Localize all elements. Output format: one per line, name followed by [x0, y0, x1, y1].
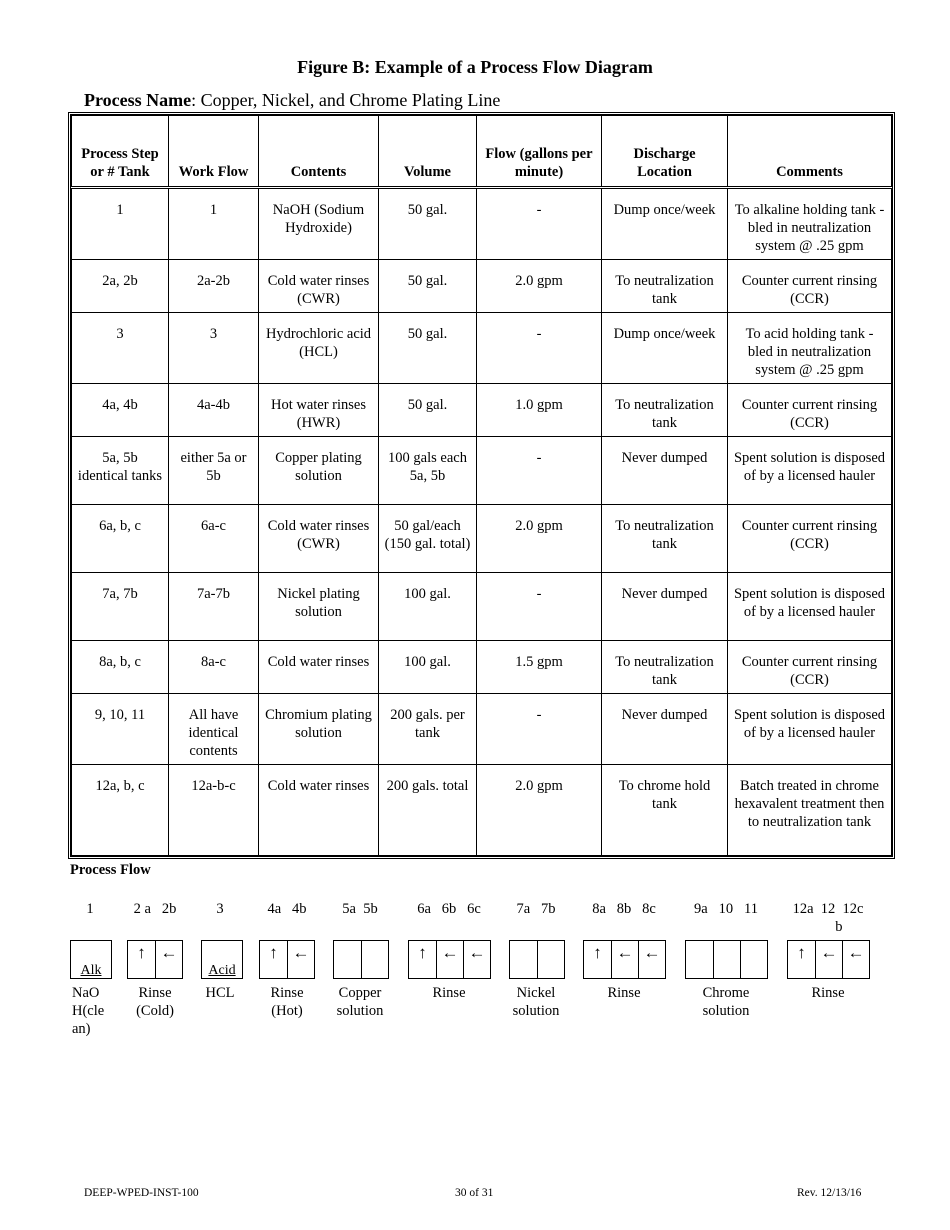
- table-cell: -: [477, 573, 602, 641]
- table-cell: All have identical contents: [169, 694, 259, 765]
- table-cell: 1: [169, 188, 259, 260]
- tank: [510, 941, 537, 978]
- process-name-label: Process Name: [84, 90, 192, 110]
- table-cell: Counter current rinsing (CCR): [728, 505, 892, 573]
- tank-numbers: 9a 10 11: [694, 901, 758, 917]
- tank: [713, 941, 740, 978]
- table-cell: -: [477, 437, 602, 505]
- table-body: [72, 188, 892, 856]
- table-cell: Counter current rinsing (CCR): [728, 384, 892, 437]
- table-cell: 200 gals. total: [379, 765, 477, 856]
- tank: [361, 941, 388, 978]
- footer-page-number: 30 of 31: [455, 1187, 494, 1199]
- tank: [202, 941, 242, 978]
- tank-numbers: 12a 12 12c b: [792, 901, 864, 935]
- table-cell: 6a-c: [169, 505, 259, 573]
- table-cell: 1: [72, 188, 169, 260]
- arrow-left-icon: ←: [842, 941, 869, 978]
- table-cell: 1.0 gpm: [477, 384, 602, 437]
- tank: [71, 941, 111, 978]
- footer-doc-id: DEEP-WPED-INST-100: [84, 1187, 199, 1199]
- table-cell: -: [477, 313, 602, 384]
- table-cell: Batch treated in chrome hexavalent treatment then to neutralization tank: [728, 765, 892, 856]
- table-cell: 2.0 gpm: [477, 765, 602, 856]
- footer-revision: Rev. 12/13/16: [797, 1187, 862, 1199]
- tank: [537, 941, 564, 978]
- tank-numbers: 4a 4b: [267, 901, 307, 917]
- table-cell: 100 gal.: [379, 641, 477, 694]
- table-cell: 100 gal.: [379, 573, 477, 641]
- table-cell: either 5a or 5b: [169, 437, 259, 505]
- table-cell: 100 gals each 5a, 5b: [379, 437, 477, 505]
- tank-set: [259, 940, 315, 979]
- tank-description: Chrome solution: [702, 985, 750, 1019]
- table-row: [72, 437, 892, 505]
- table-row: [72, 573, 892, 641]
- arrow-left-icon: ←: [155, 941, 182, 978]
- table-cell: To neutralization tank: [602, 641, 728, 694]
- tank-numbers: 2 a 2b: [133, 901, 177, 917]
- process-name: [84, 90, 500, 111]
- table-cell: Cold water rinses (CWR): [259, 505, 379, 573]
- header-discharge-location: Discharge Location: [602, 116, 728, 188]
- arrow-left-icon: ←: [287, 941, 314, 978]
- process-name-value: : Copper, Nickel, and Chrome Plating Line: [191, 90, 501, 110]
- table-cell: 50 gal.: [379, 384, 477, 437]
- table-cell: 50 gal.: [379, 313, 477, 384]
- tank: [334, 941, 361, 978]
- table-cell: 3: [72, 313, 169, 384]
- process-table: [68, 112, 895, 859]
- table-cell: Never dumped: [602, 694, 728, 765]
- table-cell: To acid holding tank - bled in neutralization system @ .25 gpm: [728, 313, 892, 384]
- table-cell: 5a, 5b identical tanks: [72, 437, 169, 505]
- tank-description: Rinse: [432, 985, 466, 1001]
- arrow-up-icon: ↑: [269, 943, 278, 962]
- table-row: [72, 765, 892, 856]
- tank-description: Rinse: [811, 985, 845, 1001]
- tank-description: Nickel solution: [512, 985, 560, 1019]
- tank-description: Rinse: [607, 985, 641, 1001]
- table-cell: Counter current rinsing (CCR): [728, 641, 892, 694]
- table-cell: -: [477, 694, 602, 765]
- table-cell: 2.0 gpm: [477, 260, 602, 313]
- process-flow-heading: Process Flow: [70, 862, 151, 878]
- table-cell: Spent solution is disposed of by a licensed hauler: [728, 573, 892, 641]
- table-cell: Counter current rinsing (CCR): [728, 260, 892, 313]
- tank: [686, 941, 713, 978]
- table-cell: To neutralization tank: [602, 384, 728, 437]
- tank-numbers: 8a 8b 8c: [592, 901, 656, 917]
- table-cell: Copper plating solution: [259, 437, 379, 505]
- table-cell: 50 gal.: [379, 260, 477, 313]
- arrow-up-icon: ↑: [593, 943, 602, 962]
- table-cell: Never dumped: [602, 437, 728, 505]
- table-cell: 4a-4b: [169, 384, 259, 437]
- table-row: [72, 641, 892, 694]
- table-row: [72, 384, 892, 437]
- table-cell: Cold water rinses (CWR): [259, 260, 379, 313]
- table-cell: 2.0 gpm: [477, 505, 602, 573]
- arrow-left-icon: ←: [463, 941, 490, 978]
- table-cell: 8a, b, c: [72, 641, 169, 694]
- table-cell: -: [477, 188, 602, 260]
- table-cell: 8a-c: [169, 641, 259, 694]
- arrow-left-icon: ←: [815, 941, 842, 978]
- tank-numbers: 3: [216, 901, 224, 917]
- arrow-left-icon: ←: [436, 941, 463, 978]
- table-cell: 3: [169, 313, 259, 384]
- table-cell: To chrome hold tank: [602, 765, 728, 856]
- tank-set: [127, 940, 183, 979]
- table-cell: 50 gal/each (150 gal. total): [379, 505, 477, 573]
- table-cell: 7a, 7b: [72, 573, 169, 641]
- table-row: [72, 188, 892, 260]
- table-cell: 2a-2b: [169, 260, 259, 313]
- table-cell: 7a-7b: [169, 573, 259, 641]
- tank-set: [509, 940, 565, 979]
- table-cell: Spent solution is disposed of by a licensed hauler: [728, 694, 892, 765]
- figure-title: Figure B: Example of a Process Flow Diagram: [297, 57, 653, 77]
- arrow-up-icon: ↑: [137, 943, 146, 962]
- table-cell: 12a, b, c: [72, 765, 169, 856]
- header-flow: Flow (gallons per minute): [477, 116, 602, 188]
- table-cell: Never dumped: [602, 573, 728, 641]
- table-cell: To neutralization tank: [602, 505, 728, 573]
- tank-set: [201, 940, 243, 979]
- tank-numbers: 6a 6b 6c: [417, 901, 481, 917]
- tank-description: HCL: [205, 985, 235, 1001]
- tank-label: Acid: [208, 963, 236, 978]
- arrow-up-icon: ↑: [418, 943, 427, 962]
- table-cell: Dump once/week: [602, 313, 728, 384]
- table-cell: To alkaline holding tank - bled in neutralization system @ .25 gpm: [728, 188, 892, 260]
- arrow-up-icon: ↑: [797, 943, 806, 962]
- arrow-left-icon: ←: [638, 941, 665, 978]
- table-row: [72, 694, 892, 765]
- table-cell: Hot water rinses (HWR): [259, 384, 379, 437]
- tank-set: [333, 940, 389, 979]
- table-cell: Spent solution is disposed of by a licensed hauler: [728, 437, 892, 505]
- table-cell: 1.5 gpm: [477, 641, 602, 694]
- table-cell: 50 gal.: [379, 188, 477, 260]
- header-contents: Contents: [259, 116, 379, 188]
- table-cell: Hydrochloric acid (HCL): [259, 313, 379, 384]
- tank-set: [408, 940, 491, 979]
- tank: [740, 941, 767, 978]
- table-cell: Nickel plating solution: [259, 573, 379, 641]
- tank-set: [787, 940, 870, 979]
- arrow-left-icon: ←: [611, 941, 638, 978]
- tank-label: Alk: [80, 963, 102, 978]
- table-cell: Chromium plating solution: [259, 694, 379, 765]
- header-process-step: Process Step or # Tank: [72, 116, 169, 188]
- tank-description: NaO H(cle an): [72, 985, 105, 1037]
- header-work-flow: Work Flow: [169, 116, 259, 188]
- table-cell: 200 gals. per tank: [379, 694, 477, 765]
- tank-set: [70, 940, 112, 979]
- table-cell: To neutralization tank: [602, 260, 728, 313]
- tank-set: [685, 940, 768, 979]
- table-cell: 12a-b-c: [169, 765, 259, 856]
- tank-numbers: 5a 5b: [342, 901, 378, 917]
- table-cell: Cold water rinses: [259, 765, 379, 856]
- table-row: [72, 505, 892, 573]
- table-cell: Dump once/week: [602, 188, 728, 260]
- table-row: [72, 260, 892, 313]
- tank-description: Copper solution: [336, 985, 384, 1019]
- table-header-row: [72, 116, 892, 188]
- table-cell: 4a, 4b: [72, 384, 169, 437]
- table-cell: 9, 10, 11: [72, 694, 169, 765]
- header-volume: Volume: [379, 116, 477, 188]
- table-row: [72, 313, 892, 384]
- tank-description: Rinse (Cold): [136, 985, 174, 1019]
- table-cell: 2a, 2b: [72, 260, 169, 313]
- table-cell: NaOH (Sodium Hydroxide): [259, 188, 379, 260]
- table-cell: 6a, b, c: [72, 505, 169, 573]
- header-comments: Comments: [728, 116, 892, 188]
- tank-numbers: 7a 7b: [516, 901, 556, 917]
- tank-numbers: 1: [86, 901, 94, 917]
- tank-set: [583, 940, 666, 979]
- table-cell: Cold water rinses: [259, 641, 379, 694]
- tank-description: Rinse (Hot): [270, 985, 304, 1019]
